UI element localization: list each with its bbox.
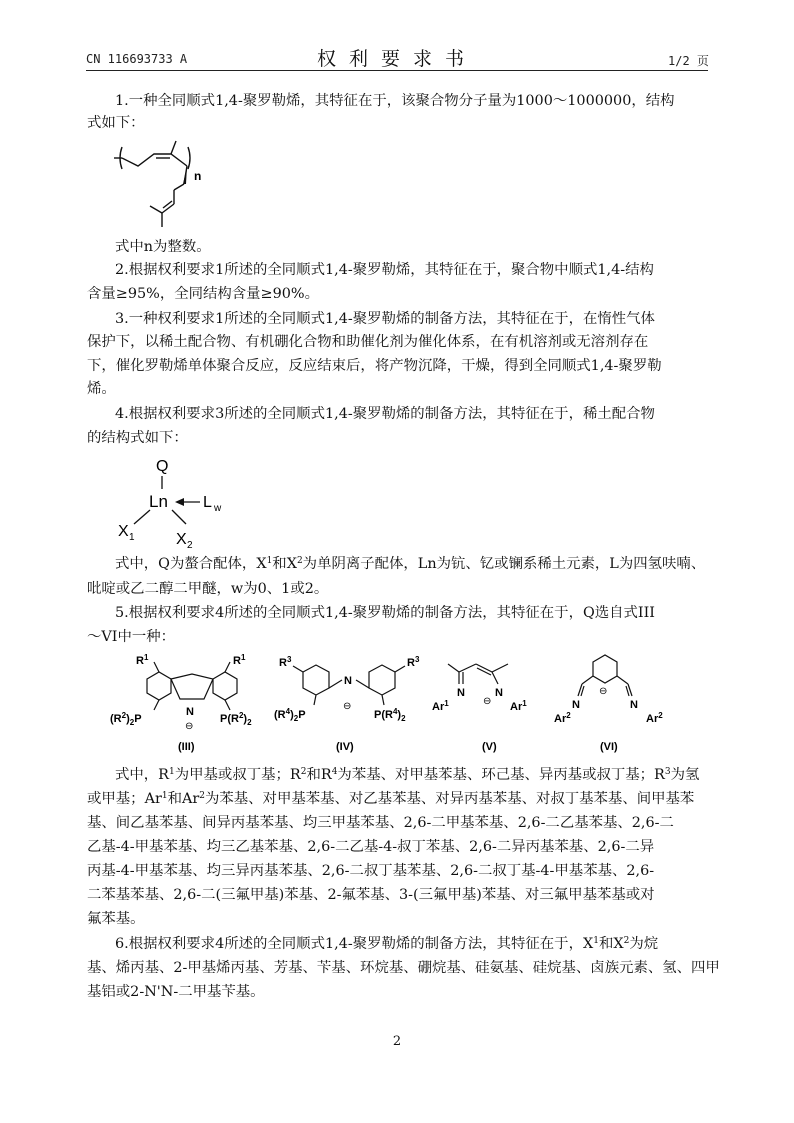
- iv-r3-right: $R^3$: [407, 655, 420, 669]
- x2-subscript: 2: [187, 540, 193, 548]
- claim-1-line-2: 式如下：: [87, 115, 145, 131]
- v-n-right: N: [495, 687, 503, 699]
- w-subscript: w: [214, 503, 222, 514]
- rare-earth-complex-figure: [112, 452, 242, 548]
- claim-5-line-9: 氟苯基。: [87, 911, 145, 927]
- claim-4-line-1: 4.根据权利要求3所述的全同顺式1,4-聚罗勒烯的制备方法，其特征在于，稀土配合物: [115, 406, 655, 422]
- iv-pr4-left: $(R^4)_2P$: [274, 707, 306, 723]
- vi-label: (VI): [600, 741, 618, 753]
- iii-n: N: [186, 706, 194, 718]
- claim-3-line-1: 3.一种权利要求1所述的全同顺式1,4-聚罗勒烯的制备方法，其特征在于，在惰性气体: [115, 311, 655, 327]
- iv-pr4-right: $P(R^4)_2$: [374, 707, 406, 723]
- iii-charge: ⊖: [185, 721, 194, 732]
- claim-1-line-1: 1.一种全同顺式1,4-聚罗勒烯，其特征在于，该聚合物分子量为1000～1000000，结构: [115, 93, 675, 109]
- v-ar1-left: Ar$^1$: [432, 699, 449, 713]
- iii-pr2-left: $(R^2)_2P$: [110, 711, 142, 727]
- claim-1-line-3: 式中n为整数。: [115, 239, 211, 255]
- iii-label: (III): [178, 741, 195, 753]
- ligand-v-structure: [448, 664, 508, 684]
- header-rule: [86, 70, 708, 71]
- claim-6-line-1: 6.根据权利要求4所述的全同顺式1,4-聚罗勒烯的制备方法，其特征在于，$X^1$和$X^2$为烷: [115, 936, 659, 952]
- claim-5-line-6: 乙基-4-甲基苯基、均三乙基苯基、2,6-二乙基-4-叔丁苯基、2,6-二异丙基苯基、2,6-二异: [87, 839, 655, 855]
- claim-5-line-2: ～VI中一种：: [87, 629, 176, 645]
- x1-label: X: [118, 523, 129, 540]
- claim-5-line-5: 基、间乙基苯基、间异丙基苯基、均三甲基苯基、2,6-二甲基苯基、2,6-二乙基苯基、2,6-二: [87, 815, 674, 831]
- claim-5-line-8: 二苯基苯基、2,6-二(三氟甲基)苯基、2-氟苯基、3-(三氟甲基)苯基、对三氟甲基苯基或对: [87, 887, 655, 903]
- claim-4-line-3: 式中，Q为螯合配体，$X^1$和$X^2$为单阴离子配体，Ln为钪、钇或镧系稀土元素，L为四氢呋喃、: [115, 556, 706, 572]
- claim-4-line-4: 吡啶或乙二醇二甲醚，w为0、1或2。: [87, 581, 329, 597]
- claim-6-line-2: 基、烯丙基、2-甲基烯丙基、芳基、苄基、环烷基、硼烷基、硅氨基、硅烷基、卤族元素、氢、四甲: [87, 960, 720, 976]
- iv-r3-left: $R^3$: [279, 655, 292, 669]
- polymer-subscript-n: n: [194, 169, 202, 183]
- v-ar1-right: Ar$^1$: [510, 699, 527, 713]
- iii-pr2-right: $P(R^2)_2$: [220, 711, 252, 727]
- claim-3-line-3: 下，催化罗勒烯单体聚合反应，反应结束后，将产物沉降，干燥，得到全同顺式1,4-聚罗勒: [87, 358, 662, 374]
- l-label: L: [203, 494, 212, 511]
- v-n-left: N: [457, 687, 465, 699]
- claim-3-line-4: 烯。: [87, 381, 116, 397]
- x2-label: X: [176, 531, 187, 548]
- iii-r1-left: $R^1$: [136, 653, 149, 667]
- iv-n: N: [344, 675, 352, 687]
- x1-subscript: 1: [129, 532, 135, 543]
- claim-4-line-2: 的结构式如下：: [87, 430, 188, 446]
- vi-n-left: N: [572, 699, 580, 711]
- claim-5-line-3: 式中，$R^1$为甲基或叔丁基；$R^2$和$R^4$为苯基、对甲基苯基、环己基、异丙基或叔丁基；$R^3$为氢: [115, 767, 700, 783]
- iii-r1-right: $R^1$: [233, 653, 246, 667]
- patent-number: CN 116693733 A: [86, 52, 188, 66]
- v-charge: ⊖: [483, 696, 492, 707]
- v-label: (V): [482, 741, 497, 753]
- claim-2-line-1: 2.根据权利要求1所述的全同顺式1,4-聚罗勒烯，其特征在于，聚合物中顺式1,4-结构: [115, 262, 654, 278]
- claim-5-line-4: 或甲基；Ar$^1$和Ar$^2$为苯基、对甲基苯基、对乙基苯基、对异丙基苯基、对叔丁基苯基、间甲基苯: [87, 791, 695, 807]
- claim-6-line-3: 基铝或2-N'N-二甲基苄基。: [87, 984, 265, 1000]
- claim-2-line-2: 含量≥95%，全同结构含量≥90%。: [87, 286, 319, 302]
- q-label: Q: [156, 458, 169, 475]
- iv-label: (IV): [336, 741, 354, 753]
- page-number: 2: [392, 1034, 402, 1049]
- iv-charge: ⊖: [343, 701, 352, 712]
- claim-5-line-7: 丙基-4-甲基苯基、均三异丙基苯基、2,6-二叔丁基苯基、2,6-二叔丁基-4-甲基苯基、2,6-: [87, 863, 655, 879]
- claim-5-line-1: 5.根据权利要求4所述的全同顺式1,4-聚罗勒烯的制备方法，其特征在于，Q选自式III: [115, 605, 655, 621]
- vi-ar2-right: Ar$^2$: [646, 711, 663, 725]
- ligand-structures-figure: [106, 650, 710, 760]
- polyocimene-structure-figure: [110, 135, 220, 235]
- vi-charge: ⊖: [599, 686, 608, 697]
- ligand-iii-structure: [147, 662, 237, 710]
- page-indicator: 1/2 页: [668, 54, 709, 68]
- vi-n-right: N: [630, 699, 638, 711]
- vi-ar2-left: Ar$^2$: [554, 711, 571, 725]
- claim-3-line-2: 保护下，以稀土配合物、有机硼化合物和助催化剂为催化体系，在有机溶剂或无溶剂存在: [87, 334, 649, 350]
- page-title: 权利要求书: [316, 48, 477, 70]
- ln-label: Ln: [149, 492, 168, 511]
